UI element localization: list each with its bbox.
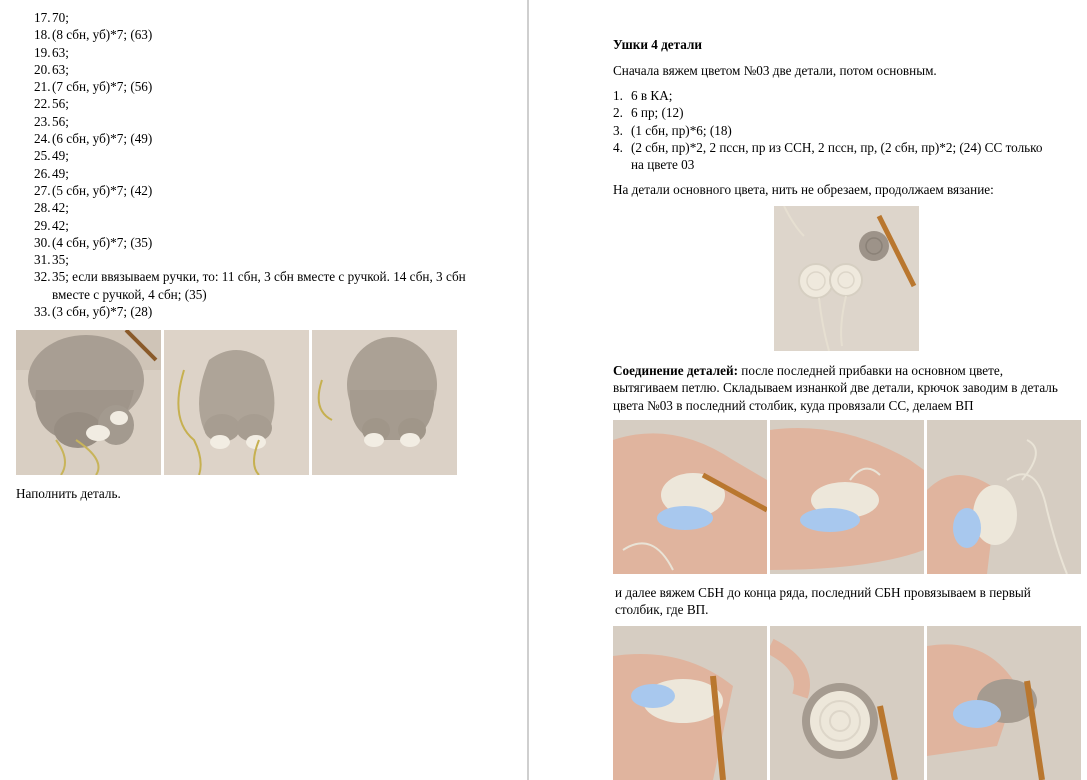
continue-paragraph: и далее вяжем СБН до конца ряда, последний СБН провязываем в первый столбик, где ВП.: [615, 585, 1031, 618]
list-text: (5 сбн, уб)*7; (42): [52, 182, 153, 198]
round-item: [34, 217, 494, 234]
list-text: 42;: [52, 217, 69, 233]
photo-cont-2: [770, 626, 924, 780]
body-photo-strip: [16, 330, 457, 475]
list-text: 63;: [52, 61, 69, 77]
main-color-note: На детали основного цвета, нить не обрезаем, продолжаем вязание:: [613, 182, 994, 197]
round-item: [34, 61, 494, 78]
list-text: (3 сбн, уб)*7; (28): [52, 304, 153, 320]
list-text: (1 сбн, пр)*6; (18): [631, 122, 732, 138]
list-number: 4.: [613, 139, 623, 155]
ear-round-item: [613, 122, 1058, 139]
list-number: 33.: [34, 304, 51, 320]
list-number: 18.: [34, 27, 51, 43]
list-text: 6 в КА;: [631, 88, 673, 103]
ears-photo: [774, 206, 919, 351]
photo-body-front: [164, 330, 309, 475]
list-number: 23.: [34, 113, 51, 129]
photo-join-2: [770, 420, 924, 574]
right-page: [529, 0, 1087, 780]
round-item: [34, 113, 494, 130]
joining-photo-strip: [613, 420, 1081, 574]
list-number: 27.: [34, 182, 51, 198]
list-text: (6 сбн, уб)*7; (49): [52, 131, 153, 147]
list-number: 3.: [613, 122, 623, 138]
list-text: 63;: [52, 44, 69, 60]
joining-text: после последней прибавки на основном цвете, вытягиваем петлю. Складываем изнанкой две детали, крючок заводим в деталь цвета №03 в последний столбик, куда провязали СС, делаем ВП: [613, 363, 1058, 413]
photo-body-side: [16, 330, 161, 475]
list-number: 17.: [34, 10, 51, 25]
continue-photo-strip: [613, 626, 1081, 780]
round-item: [34, 199, 494, 216]
photo-join-3: [927, 420, 1081, 574]
list-text: (4 сбн, уб)*7; (35): [52, 234, 153, 250]
list-number: 22.: [34, 96, 51, 112]
list-text: 42;: [52, 200, 69, 216]
photo-ear-pieces: [774, 206, 919, 351]
list-text: 35;: [52, 252, 69, 268]
round-item: [34, 130, 494, 147]
round-item: [34, 251, 494, 268]
ear-round-item: [613, 139, 1058, 174]
list-text: (7 сбн, уб)*7; (56): [52, 79, 153, 95]
list-number: 20.: [34, 61, 51, 77]
round-item: [34, 9, 494, 26]
ear-round-item: [613, 87, 1058, 104]
list-text: 6 пр; (12): [631, 105, 684, 121]
list-number: 28.: [34, 200, 51, 216]
list-text: (2 сбн, пр)*2, 2 пссн, пр из ССН, 2 пссн, пр, (2 сбн, пр)*2; (24) СС только на цвете 03: [631, 139, 1043, 173]
round-item: [34, 147, 494, 164]
list-text: 56;: [52, 113, 69, 129]
left-page: [0, 0, 527, 780]
round-item: [34, 268, 494, 303]
round-item: [34, 234, 494, 251]
list-number: 19.: [34, 44, 51, 60]
photo-cont-1: [613, 626, 767, 780]
list-number: 21.: [34, 79, 51, 95]
round-item: [34, 303, 494, 320]
joining-paragraph: [613, 362, 1063, 414]
body-rounds-list: [34, 9, 494, 320]
ear-rounds-list: [613, 87, 1058, 173]
list-number: 24.: [34, 131, 51, 147]
photo-cont-3: [927, 626, 1081, 780]
list-number: 1.: [613, 88, 623, 103]
round-item: [34, 95, 494, 112]
list-number: 32.: [34, 269, 51, 285]
list-text: (8 сбн, уб)*7; (63): [52, 27, 153, 43]
list-number: 31.: [34, 252, 51, 268]
list-number: 25.: [34, 148, 51, 164]
list-text: 35; если ввязываем ручки, то: 11 сбн, 3 сбн вместе с ручкой. 14 сбн, 3 сбн вместе с ручкой, 4 сбн; (35): [52, 269, 466, 302]
list-text: 49;: [52, 148, 69, 164]
list-text: 70;: [52, 10, 69, 25]
round-item: [34, 44, 494, 61]
ears-heading: Ушки 4 детали: [613, 37, 702, 52]
fill-note: Наполнить деталь.: [16, 486, 121, 501]
list-number: 2.: [613, 105, 623, 121]
photo-body-back: [312, 330, 457, 475]
round-item: [34, 165, 494, 182]
joining-label: Соединение деталей:: [613, 363, 738, 378]
photo-join-1: [613, 420, 767, 574]
ears-intro: Сначала вяжем цветом №03 две детали, потом основным.: [613, 63, 937, 78]
ear-round-item: [613, 104, 1058, 121]
list-text: 49;: [52, 165, 69, 181]
list-number: 29.: [34, 217, 51, 233]
list-text: 56;: [52, 96, 69, 112]
round-item: [34, 26, 494, 43]
round-item: [34, 78, 494, 95]
list-number: 26.: [34, 165, 51, 181]
round-item: [34, 182, 494, 199]
list-number: 30.: [34, 234, 51, 250]
